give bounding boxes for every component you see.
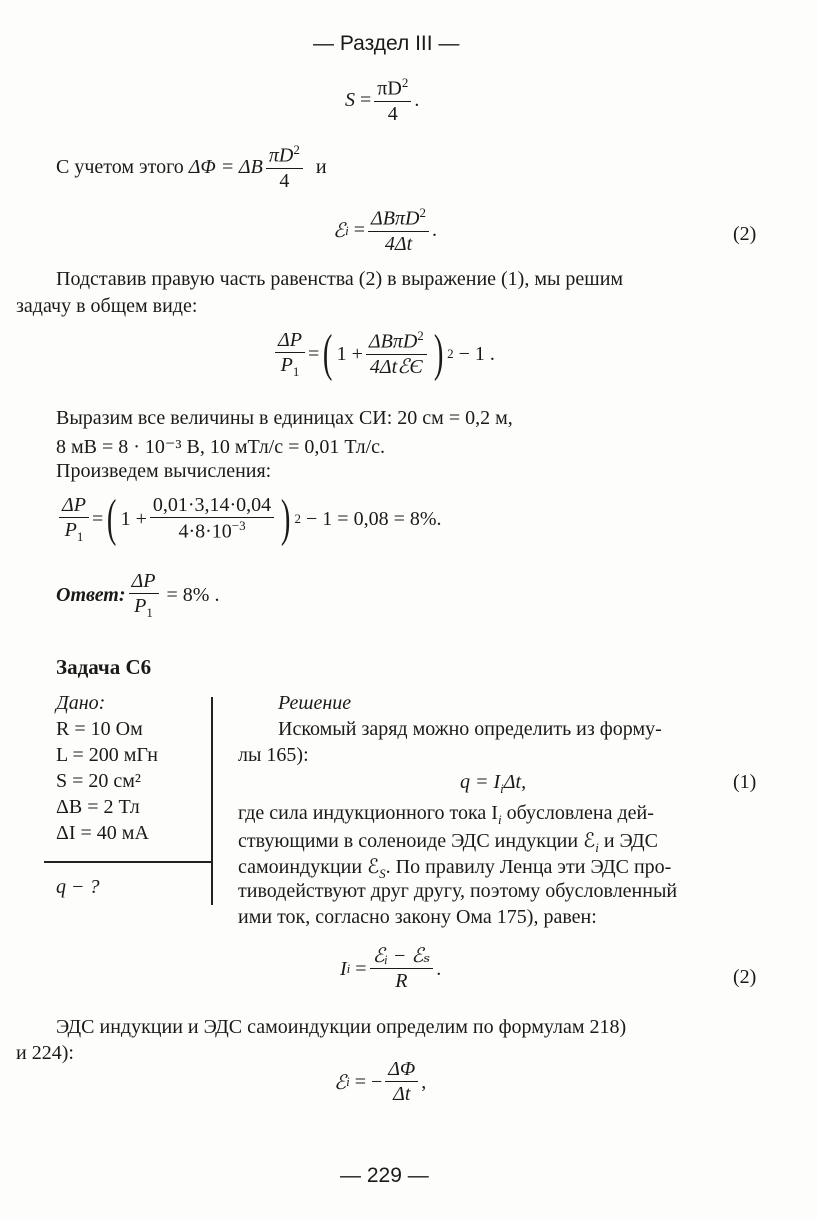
solution-line: Искомый заряд можно определить из форму- [278, 718, 662, 740]
fraction [150, 494, 274, 544]
denominator: P [134, 595, 147, 617]
given-divider [44, 861, 212, 863]
line-text: . По правилу Ленца эти ЭДС про- [385, 856, 672, 878]
subscript: 1 [76, 528, 84, 544]
paragraph-line: Подставив правую часть равенства (2) в выражение (1), мы решим [56, 268, 624, 290]
answer-line [56, 570, 219, 621]
line-text: самоиндукции ℰ [238, 856, 380, 878]
numerator: ℰᵢ − ℰₛ [372, 945, 431, 967]
paragraph-line: ЭДС индукции и ЭДС самоиндукции определим по формулам 218) [56, 1016, 627, 1038]
fraction [370, 945, 434, 993]
subscript: i [346, 961, 351, 976]
numerator: ΔBπD [371, 207, 420, 230]
given-item: ΔB = 2 Тл [56, 796, 140, 818]
line-text: ствующими в соленоиде ЭДС индукции ℰ [238, 830, 596, 852]
eq-tail: . [414, 89, 420, 112]
equation-area: S = $\frac{\pi D^2}{4}$ . [345, 75, 420, 125]
emf-symbol: ℰ [333, 220, 346, 243]
text-prefix: С учетом этого [56, 156, 184, 179]
equation-number: (1) [733, 771, 757, 793]
task-title: Задача С6 [56, 655, 152, 679]
solution-line [238, 802, 654, 828]
paragraph-line: Выразим все величины в единицах СИ: 20 см = 0,2 м, [56, 407, 513, 429]
page-number: — 229 — [340, 1164, 429, 1187]
eq-lhs: S [345, 89, 355, 112]
emf-equation [334, 1058, 426, 1106]
numerator: πD [268, 144, 294, 167]
numerator: ΔBπD [368, 330, 418, 353]
numerator: πD [377, 77, 402, 100]
fraction [129, 570, 159, 621]
left-paren: ( [107, 490, 117, 547]
inner-prefix: 1 + [120, 507, 147, 530]
considering-line [56, 143, 327, 193]
running-header: — Раздел III — [313, 32, 460, 55]
solution-line [238, 828, 658, 856]
numerator: ΔP [278, 328, 302, 351]
solution-line: тиводействуют друг другу, поэтому обусловленный [238, 880, 678, 902]
denominator: Δt [385, 1081, 418, 1106]
fraction [275, 329, 305, 380]
paragraph-line: и 224): [16, 1042, 74, 1064]
current-equation: I i = $\frac{\text{ℰᵢ − ℰₛ}}{R}$ . [340, 945, 442, 992]
left-paren: ( [323, 325, 333, 382]
text-suffix: и [315, 156, 327, 179]
answer-label: Ответ: [56, 583, 126, 606]
equation-1 [460, 771, 526, 797]
eq-lhs: I [340, 957, 347, 980]
line-text: и ЭДС [598, 830, 659, 852]
exponent: 2 [419, 205, 426, 220]
eq-tail: , [421, 1070, 427, 1093]
fraction [374, 76, 411, 126]
subscript: i [346, 1074, 350, 1089]
given-vertical-rule [211, 697, 213, 905]
denominator: 4 [266, 168, 303, 193]
equation-2: ℰ i = $\frac{\Delta B\pi D^2}{4\Delta t}$ . [333, 205, 437, 255]
subscript: 1 [146, 605, 153, 620]
given-label: Дано: [56, 692, 106, 714]
denominator: 4 [374, 101, 411, 126]
numerator: 0,01·3,14·0,04 [152, 494, 272, 517]
right-paren: ) [433, 325, 444, 382]
fraction [366, 329, 427, 379]
denominator: P [280, 353, 293, 376]
given-item: ΔI = 40 мА [56, 822, 149, 844]
equation-number: (2) [733, 966, 757, 988]
denominator: P [64, 518, 77, 541]
fraction [368, 206, 429, 256]
exponent: 2 [293, 142, 300, 157]
given-item: S = 20 см² [56, 770, 141, 792]
flux-lhs: ΔΦ = ΔB [188, 156, 263, 179]
equation-number: (2) [733, 223, 757, 245]
denominator: 4Δt [368, 231, 429, 256]
solution-line: ими ток, согласно закону Ома 175), равен: [238, 906, 597, 928]
numerator: ΔP [131, 570, 156, 592]
general-formula: $\frac{\Delta P}{P_1}$ = ( 1 + $\frac{\Delta B\pi D^2}{\text{4ΔtℰЄ}}$ ) 2 − 1 . [272, 328, 495, 380]
given-find: q − ? [56, 876, 100, 898]
subscript: S [379, 866, 386, 881]
fraction [59, 494, 89, 545]
numerator: ΔP [62, 493, 86, 516]
subscript: i [595, 840, 599, 855]
calculation-formula: $\frac{\Delta P}{P_1}$ = ( 1 + $\frac{0,01\cdot 3,14\cdot 0,04}{4\cdot 8\cdot 10^{-3}}$ ) 2 − 1 = 0,08 = 8%. [56, 493, 442, 545]
paragraph-line: Произведем вычисления: [56, 460, 272, 482]
subscript: i [345, 222, 349, 238]
exponent: −3 [231, 518, 246, 534]
solution-line: лы 165): [238, 744, 309, 766]
given-item: L = 200 мГн [56, 744, 158, 766]
line-text: где сила индукционного тока I [238, 802, 498, 824]
denominator: R [370, 968, 434, 993]
eq-tail: Δt, [503, 771, 527, 793]
eq-tail: = 8% . [166, 583, 220, 606]
paragraph-line: задачу в общем виде: [16, 295, 198, 317]
subscript: i [500, 781, 504, 796]
inner-prefix: 1 + [336, 342, 363, 365]
paragraph-line: 8 мВ = 8 · 10⁻³ В, 10 мТл/с = 0,01 Тл/с. [56, 436, 386, 458]
right-paren: ) [281, 490, 291, 547]
eq-tail: − 1 . [458, 342, 495, 365]
exponent: 2 [294, 511, 302, 526]
subscript: i [497, 812, 502, 827]
eq-sign: = − [354, 1070, 383, 1093]
subscript: 1 [292, 363, 300, 379]
eq-tail: . [436, 957, 442, 980]
emf-symbol: ℰ [334, 1071, 347, 1094]
solution-line [238, 854, 671, 882]
fraction [385, 1058, 418, 1106]
numerator: ΔΦ [388, 1058, 416, 1080]
denominator: 4·8·10 [178, 520, 232, 543]
denominator: 4ΔtℰЄ [366, 354, 427, 379]
eq-tail: − 1 = 0,08 = 8%. [306, 507, 442, 530]
given-item: R = 10 Ом [56, 718, 143, 740]
eq-text: q = I [460, 771, 501, 793]
exponent: 2 [401, 75, 409, 90]
exponent: 2 [447, 346, 454, 361]
exponent: 2 [417, 328, 424, 344]
fraction [266, 143, 303, 193]
line-text: обусловлена дей- [501, 802, 654, 824]
eq-tail: . [431, 219, 437, 242]
solution-heading: Решение [278, 692, 352, 714]
